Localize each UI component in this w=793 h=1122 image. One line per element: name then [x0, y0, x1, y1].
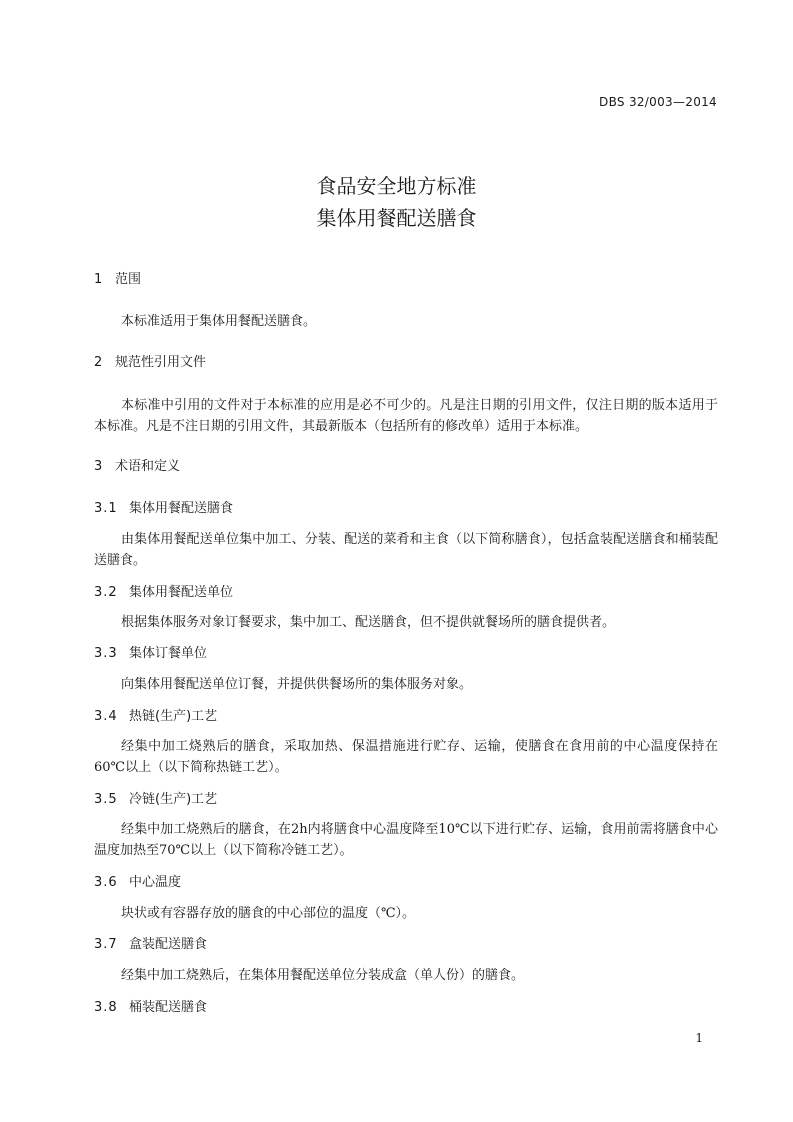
section-title: 集体用餐配送单位	[129, 585, 234, 600]
section-title: 集体订餐单位	[129, 646, 208, 661]
section-title: 桶装配送膳食	[129, 1000, 208, 1015]
section-heading-3-7	[94, 936, 207, 954]
section-text-1: 本标准适用于集体用餐配送膳食。	[121, 314, 317, 329]
section-number: 3.6	[94, 875, 118, 890]
section-number: 3.7	[94, 937, 118, 952]
section-heading-3-1	[94, 500, 233, 518]
section-heading-3-6	[94, 874, 181, 892]
section-number: 1	[94, 272, 104, 287]
section-title: 规范性引用文件	[115, 355, 207, 370]
section-number: 3.8	[94, 1000, 118, 1015]
section-heading-3-3	[94, 645, 207, 663]
section-text-3-7: 经集中加工烧熟后，在集体用餐配送单位分装成盒（单人份）的膳食。	[121, 968, 525, 983]
section-heading-2	[94, 354, 206, 372]
section-title: 盒装配送膳食	[129, 937, 208, 952]
section-number: 3.1	[94, 501, 118, 516]
section-heading-1	[94, 271, 141, 289]
section-title: 冷链(生产)工艺	[129, 792, 218, 807]
section-text-3-4: 经集中加工烧熟后的膳食，采取加热、保温措施进行贮存、运输，使膳食在食用前的中心温度保持在60℃以上（以下简称热链工艺）。	[94, 739, 718, 775]
section-number: 3.3	[94, 646, 118, 661]
section-title: 范围	[115, 272, 142, 287]
section-text-3-2: 根据集体服务对象订餐要求，集中加工、配送膳食，但不提供就餐场所的膳食提供者。	[121, 615, 616, 630]
section-number: 3.2	[94, 585, 118, 600]
page-number: 1	[695, 1031, 703, 1045]
section-title: 中心温度	[129, 875, 182, 890]
section-text-3-3: 向集体用餐配送单位订餐，并提供供餐场所的集体服务对象。	[121, 677, 473, 692]
standard-code: DBS 32/003—2014	[599, 95, 717, 109]
section-number: 3	[94, 459, 104, 474]
document-title: 食品安全地方标准	[316, 174, 477, 198]
section-title: 集体用餐配送膳食	[129, 501, 234, 516]
section-heading-3-8	[94, 999, 207, 1017]
section-text-3-6: 块状或有容器存放的膳食的中心部位的温度（℃）。	[121, 906, 416, 921]
section-heading-3-5	[94, 791, 217, 809]
document-subtitle: 集体用餐配送膳食	[316, 206, 477, 230]
section-number: 3.4	[94, 709, 118, 724]
section-text-3-5: 经集中加工烧熟后的膳食，在2h内将膳食中心温度降至10℃以下进行贮存、运输，食用前需将膳食中心温度加热至70℃以上（以下简称冷链工艺）。	[94, 822, 718, 858]
section-text-3-1: 由集体用餐配送单位集中加工、分装、配送的菜肴和主食（以下简称膳食），包括盒装配送膳食和桶装配送膳食。	[94, 532, 718, 568]
section-heading-3-2	[94, 584, 233, 602]
section-heading-3	[94, 458, 180, 476]
section-number: 3.5	[94, 792, 118, 807]
section-title: 术语和定义	[115, 459, 181, 474]
section-title: 热链(生产)工艺	[129, 709, 218, 724]
section-number: 2	[94, 355, 104, 370]
section-heading-3-4	[94, 708, 217, 726]
section-text-2: 本标准中引用的文件对于本标准的应用是必不可少的。凡是注日期的引用文件，仅注日期的版本适用于本标准。凡是不注日期的引用文件，其最新版本（包括所有的修改单）适用于本标准。	[94, 398, 718, 434]
